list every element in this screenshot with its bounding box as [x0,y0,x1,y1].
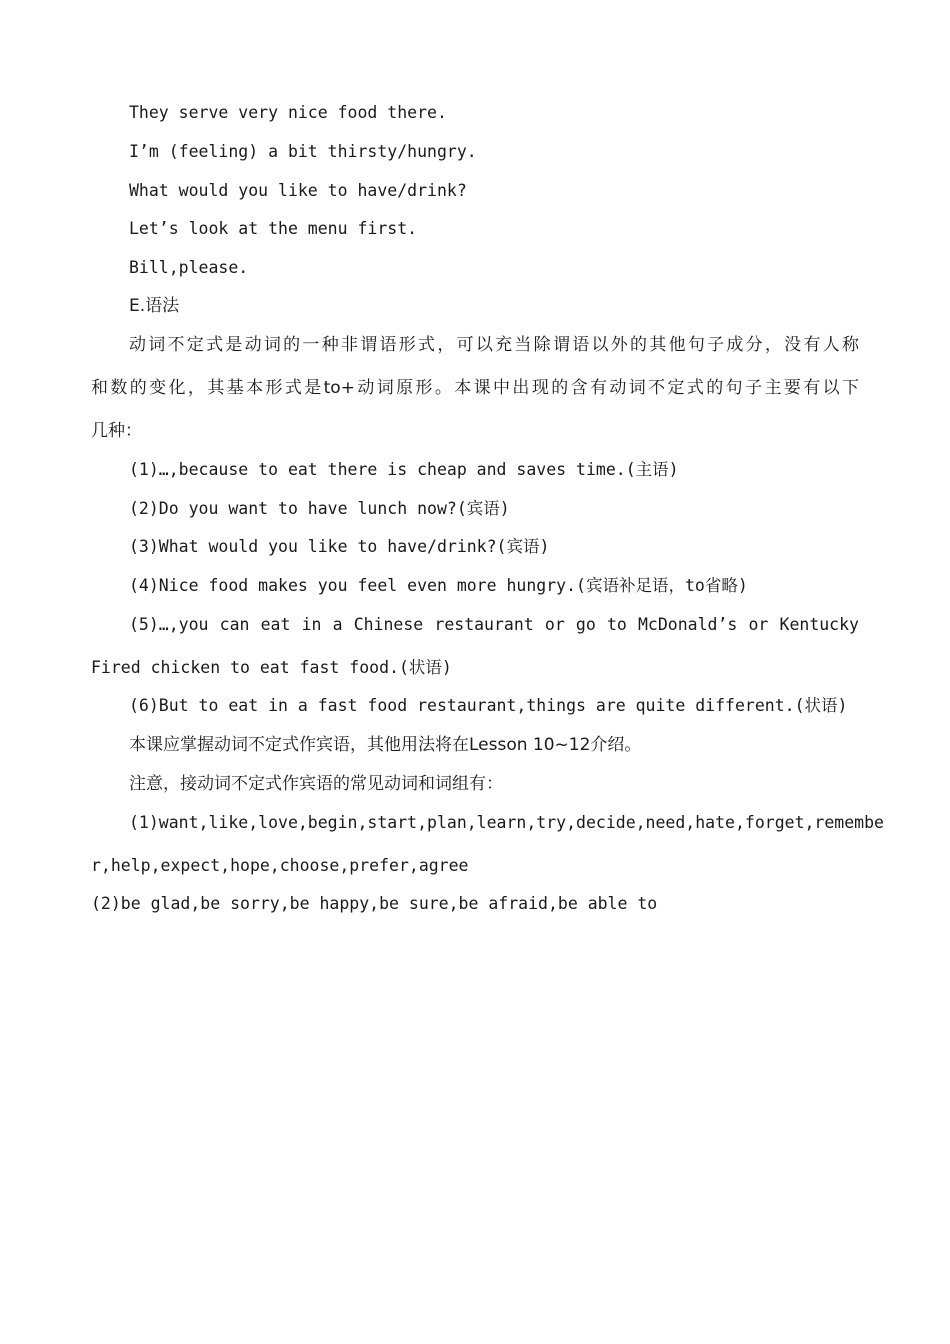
example-2: (2)Do you want to have lunch now?(宾语) [129,499,510,518]
verb-list-1-line-1: (1)want,like,love,begin,start,plan,learn,try,decide,need,hate,forget,remembe [129,813,884,832]
example-5-line-2: Fired chicken to eat fast food.(状语) [91,658,452,677]
text-line-5: Bill,please. [129,258,249,277]
text-line-1: They serve very nice food there. [129,103,447,122]
verb-list-1-line-2: r,help,expect,hope,choose,prefer,agree [91,856,469,875]
paragraph-line-2: 和数的变化，其基本形式是to+动词原形。本课中出现的含有动词不定式的句子主要有以下 [91,378,859,398]
example-1: (1)…,because to eat there is cheap and saves time.(主语) [129,460,679,479]
verb-list-2: (2)be glad,be sorry,be happy,be sure,be afraid,be able to [91,894,658,913]
example-3: (3)What would you like to have/drink?(宾语) [129,537,550,556]
text-line-4: Let’s look at the menu first. [129,219,418,238]
example-5-line-1: (5)…,you can eat in a Chinese restaurant or go to McDonald’s or Kentucky [129,615,859,634]
paragraph-line-1: 动词不定式是动词的一种非谓语形式，可以充当除谓语以外的其他句子成分，没有人称 [129,335,859,355]
paragraph-line-3: 几种： [91,421,142,441]
note-line-2: 注意，接动词不定式作宾语的常见动词和词组有： [129,774,503,794]
text-line-2: I’m (feeling) a bit thirsty/hungry. [129,142,477,161]
example-6: (6)But to eat in a fast food restaurant,things are quite different.(状语) [129,696,848,715]
section-heading-grammar: E.语法 [129,296,180,316]
example-4: (4)Nice food makes you feel even more hungry.(宾语补足语，to省略) [129,576,748,595]
note-line-1: 本课应掌握动词不定式作宾语，其他用法将在Lesson 10~12介绍。 [129,735,642,755]
text-line-3: What would you like to have/drink? [129,181,467,200]
